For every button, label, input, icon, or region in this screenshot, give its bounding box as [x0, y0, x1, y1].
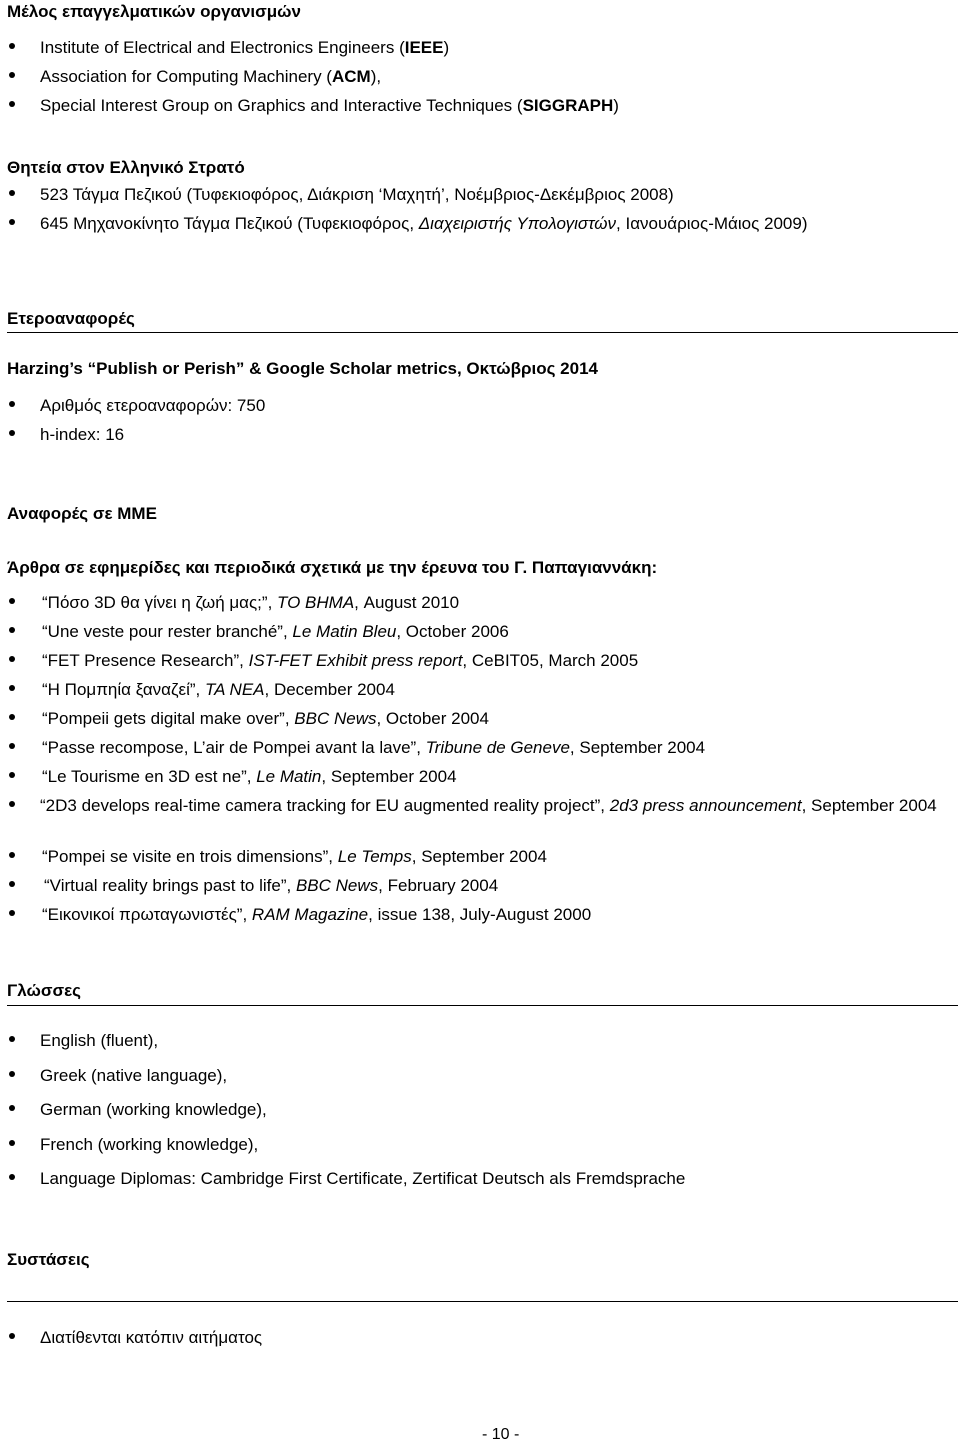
bullet-icon [9, 1105, 15, 1111]
language-text: German (working knowledge), [40, 1100, 267, 1119]
bullet-icon [9, 881, 15, 887]
article-source: Le Matin Bleu [292, 622, 397, 641]
page-number: - 10 - [482, 1426, 520, 1443]
membership-tail: ) [443, 38, 450, 57]
membership-abbr: IEEE [404, 38, 444, 57]
article-source: BBC News [295, 876, 379, 895]
bullet-icon [9, 910, 15, 916]
language-text: English (fluent), [40, 1031, 159, 1050]
article-date: , December 2004 [264, 680, 395, 699]
article-date: , September 2004 [321, 767, 457, 786]
article-date: , September 2004 [801, 796, 937, 815]
military-role: Διαχειριστής Υπολογιστών [418, 214, 617, 233]
bullet-icon [9, 627, 15, 633]
membership-abbr: SIGGRAPH [522, 96, 614, 115]
article-date: , issue 138, July-August 2000 [368, 905, 592, 924]
media-subheading: Άρθρα σε εφημερίδες και περιοδικά σχετικά με την έρευνα του Γ. Παπαγιαννάκη: [7, 558, 658, 577]
h-index: h-index: 16 [40, 425, 125, 444]
bullet-icon [9, 1174, 15, 1180]
article-title: “FET Presence Research”, [42, 651, 249, 670]
language-text: Greek (native language), [40, 1066, 228, 1085]
article-source: Le Matin [256, 767, 322, 786]
military-text: 523 Τάγμα Πεζικού (Τυφεκιοφόρος, Διάκριση ‘Μαχητή’, Νοέμβριος-Δεκέμβριος 2008) [40, 185, 674, 204]
bullet-icon [9, 190, 15, 196]
article-date: , September 2004 [411, 847, 547, 866]
military-text: 645 Μηχανοκίνητο Τάγμα Πεζικού (Τυφεκιοφόρος, [40, 214, 419, 233]
references-text: Διατίθενται κατόπιν αιτήματος [40, 1328, 263, 1347]
article-title: “Le Tourisme en 3D est ne”, [42, 767, 257, 786]
memberships-heading: Μέλος επαγγελματικών οργανισμών [7, 2, 301, 21]
section-divider [7, 1005, 958, 1006]
article-source: BBC News [294, 709, 377, 728]
citations-subheading: Harzing’s “Publish or Perish” & Google Scholar metrics, Οκτώβριος 2014 [7, 359, 598, 378]
bullet-icon [9, 714, 15, 720]
membership-tail: ) [613, 96, 619, 115]
article-source: Le Temps [337, 847, 412, 866]
membership-text: Special Interest Group on Graphics and Interactive Techniques ( [40, 96, 523, 115]
article-date: , CeBIT05, March 2005 [462, 651, 639, 670]
article-title: “Pompeii gets digital make over”, [42, 709, 295, 728]
article-date: , August 2010 [354, 593, 460, 612]
references-heading: Συστάσεις [7, 1250, 90, 1269]
bullet-icon [9, 72, 15, 78]
bullet-icon [9, 685, 15, 691]
military-tail: , Ιανουάριος-Μάιος 2009) [616, 214, 808, 233]
article-date: , September 2004 [569, 738, 706, 757]
membership-abbr: ACM [331, 67, 371, 86]
article-title: “Virtual reality brings past to life”, [44, 876, 296, 895]
article-date: , February 2004 [378, 876, 499, 895]
bullet-icon [9, 1071, 15, 1077]
section-divider [7, 332, 958, 333]
article-source: Tribune de Geneve [425, 738, 570, 757]
media-heading: Αναφορές σε ΜΜΕ [7, 504, 157, 523]
military-heading: Θητεία στον Ελληνικό Στρατό [7, 158, 245, 177]
citation-count: Αριθμός ετεροαναφορών: 750 [40, 396, 266, 415]
article-date: , October 2004 [376, 709, 489, 728]
bullet-icon [9, 1333, 15, 1339]
article-date: , October 2006 [396, 622, 509, 641]
article-title: “Passe recompose, L’air de Pompei avant la lave”, [42, 738, 426, 757]
section-divider [7, 1301, 958, 1302]
language-text: French (working knowledge), [40, 1135, 259, 1154]
article-source: ΤΟ ΒΗΜΑ [277, 593, 355, 612]
article-title: “Une veste pour rester branché”, [42, 622, 293, 641]
bullet-icon [9, 219, 15, 225]
bullet-icon [9, 852, 15, 858]
article-title: “Η Πομπηία ξαναζεί”, [42, 680, 205, 699]
bullet-icon [9, 598, 15, 604]
article-title: “Πόσο 3D θα γίνει η ζωή μας;”, [42, 593, 278, 612]
bullet-icon [9, 772, 15, 778]
bullet-icon [9, 1036, 15, 1042]
bullet-icon [9, 656, 15, 662]
article-title: “2D3 develops real-time camera tracking for EU augmented reality project”, [40, 796, 610, 815]
bullet-icon [9, 743, 15, 749]
bullet-icon [9, 401, 15, 407]
article-source: IST-FET Exhibit press report [248, 651, 463, 670]
membership-text: Institute of Electrical and Electronics Engineers ( [40, 38, 405, 57]
citations-heading: Ετεροαναφορές [7, 309, 135, 328]
languages-heading: Γλώσσες [7, 981, 81, 1000]
membership-tail: ), [370, 67, 382, 86]
article-source: RAM Magazine [251, 905, 369, 924]
bullet-icon [9, 101, 15, 107]
bullet-icon [9, 801, 15, 807]
bullet-icon [9, 430, 15, 436]
article-source: 2d3 press announcement [609, 796, 802, 815]
article-title: “Εικονικοί πρωταγωνιστές”, [42, 905, 252, 924]
bullet-icon [9, 43, 15, 49]
article-source: TA NEA [204, 680, 265, 699]
article-title: “Pompei se visite en trois dimensions”, [42, 847, 338, 866]
membership-text: Association for Computing Machinery ( [40, 67, 332, 86]
bullet-icon [9, 1140, 15, 1146]
language-text: Language Diplomas: Cambridge First Certificate, Zertificat Deutsch als Fremdsprache [40, 1169, 686, 1188]
